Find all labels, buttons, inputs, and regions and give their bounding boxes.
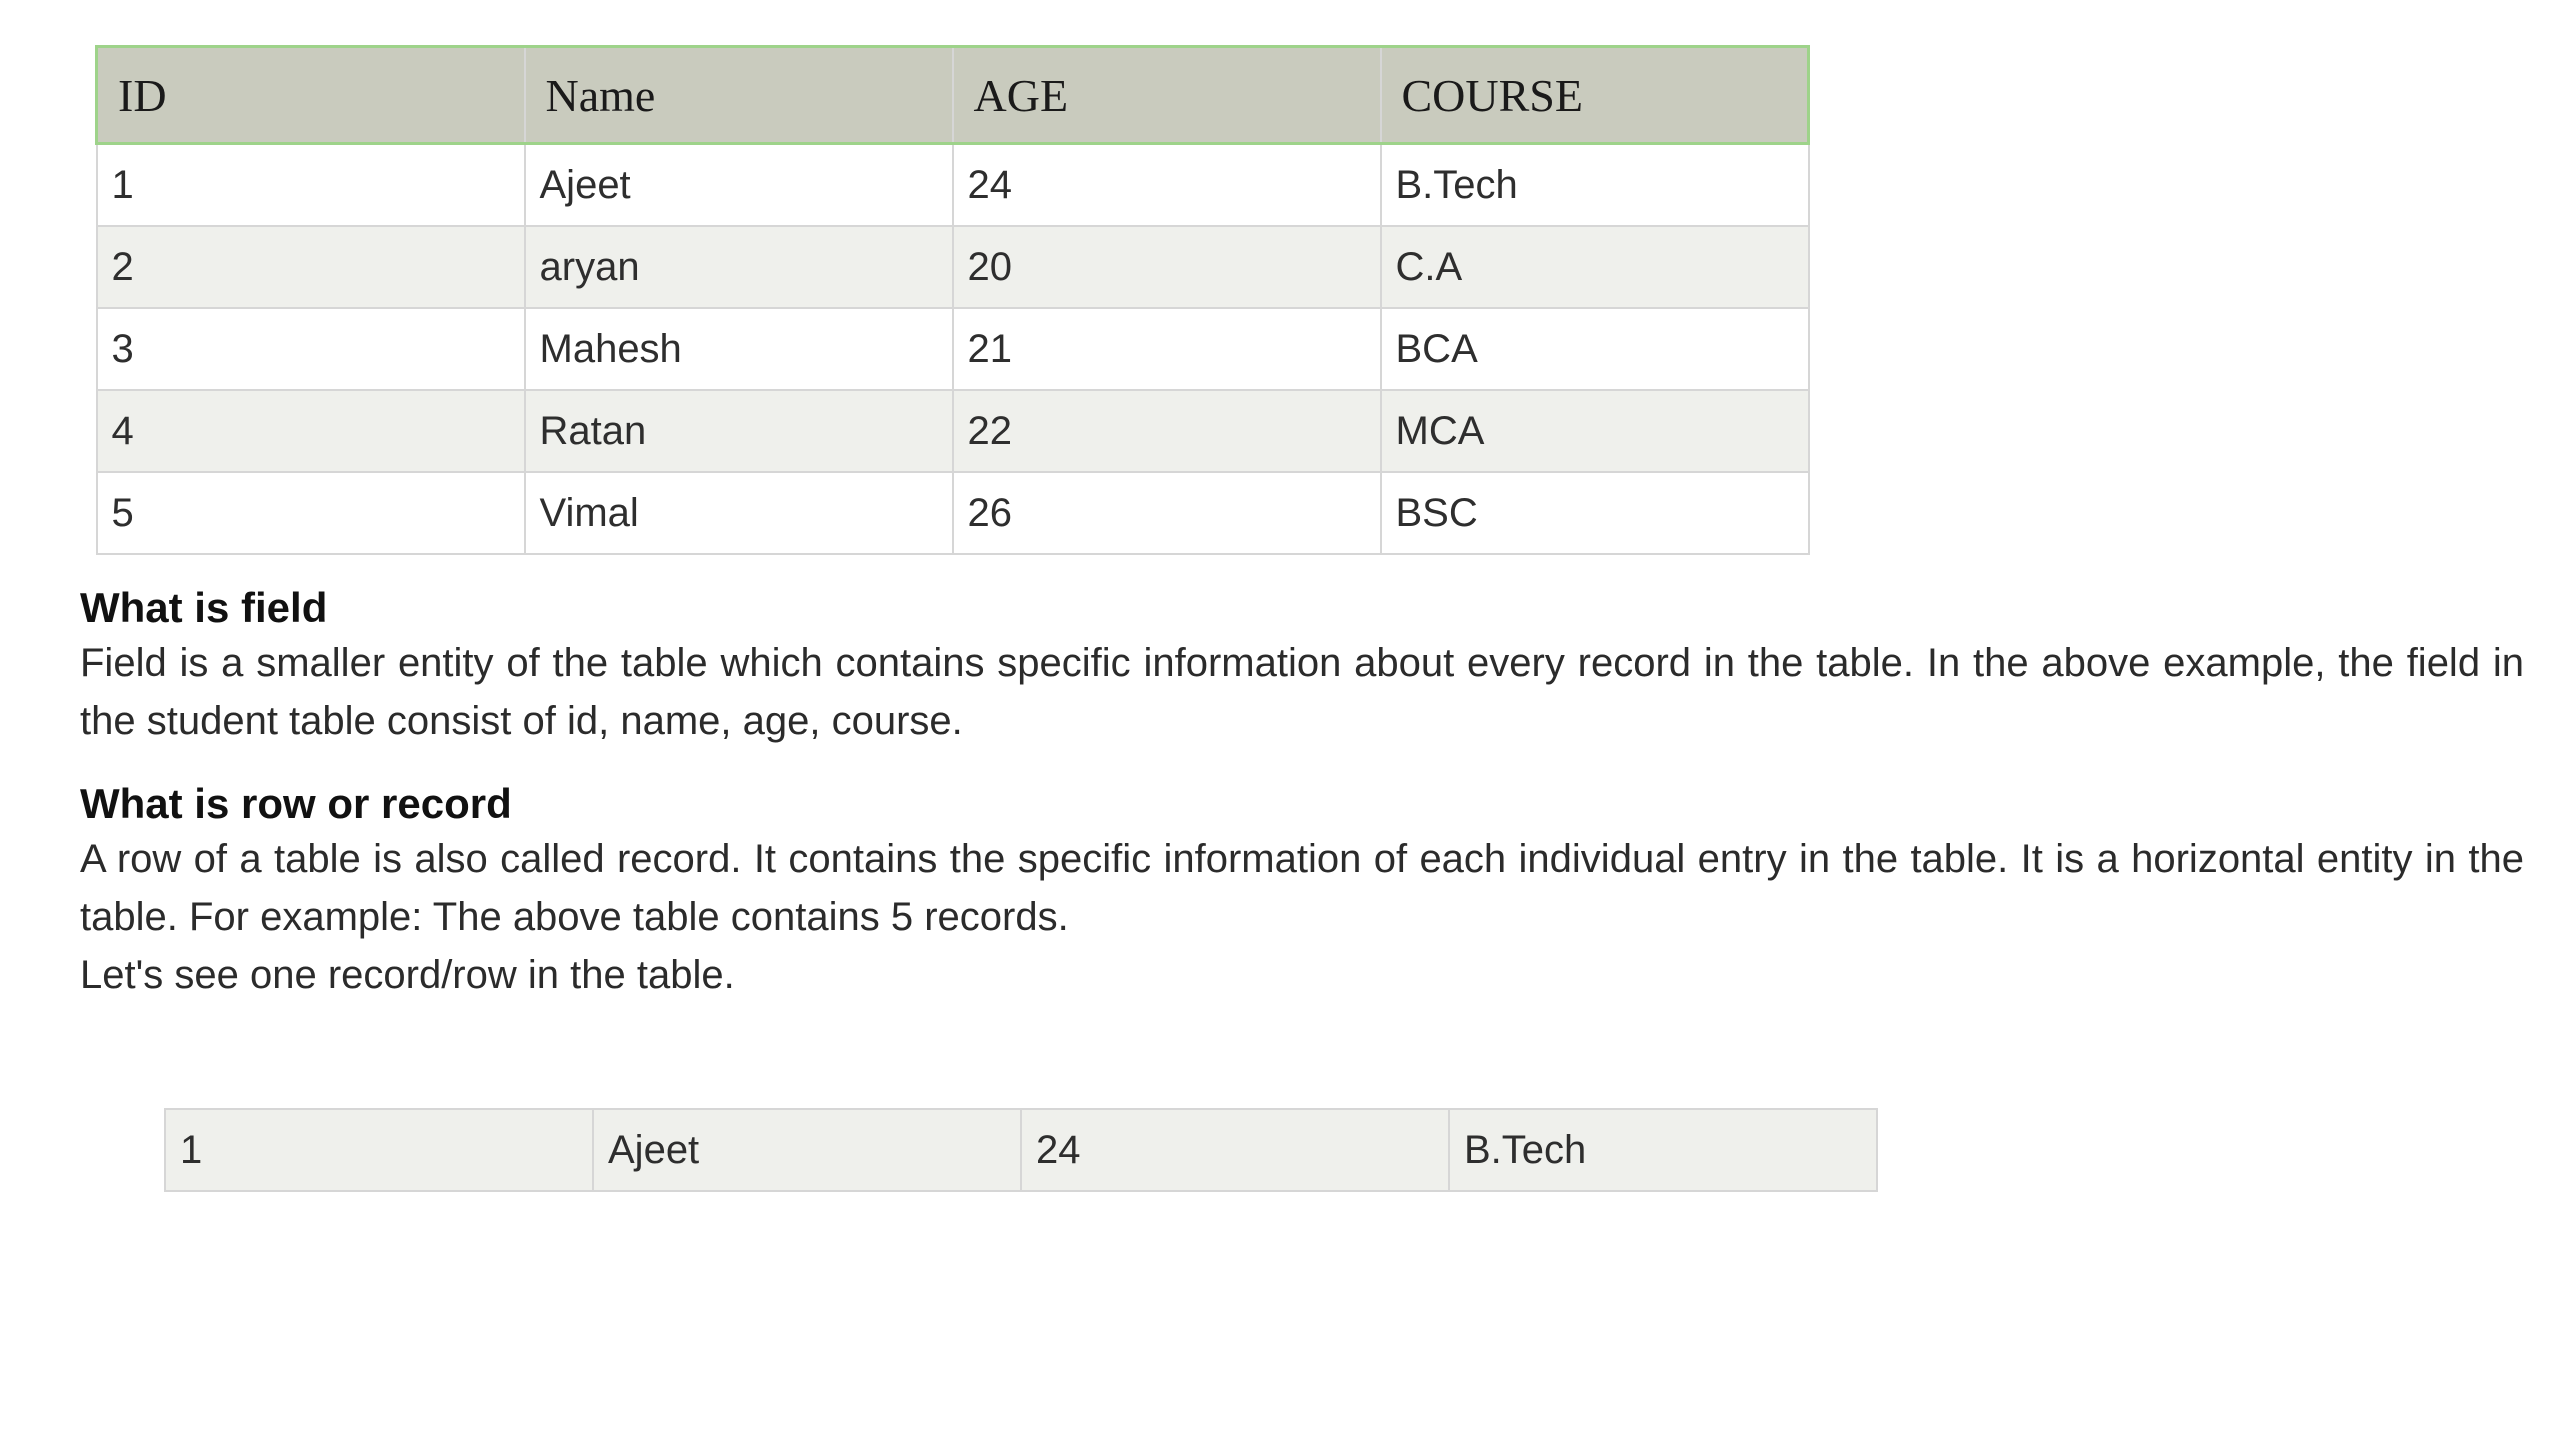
field-section [80,582,2524,750]
cell-course: B.Tech [1381,144,1809,227]
cell-name: Ajeet [593,1109,1021,1191]
table-row [97,144,1809,227]
cell-age: 22 [953,390,1381,472]
header-name: Name [525,47,953,144]
cell-name: Vimal [525,472,953,554]
field-heading: What is field [80,584,328,631]
cell-age: 24 [953,144,1381,227]
record-example-line: Let's see one record/row in the table. [80,953,735,997]
student-table-body [97,144,1809,555]
table-row [97,226,1809,308]
table-row [97,308,1809,390]
cell-id: 4 [97,390,525,472]
cell-id: 2 [97,226,525,308]
record-heading: What is row or record [80,780,512,827]
header-age: AGE [953,47,1381,144]
header-course: COURSE [1381,47,1809,144]
single-record-table-body [165,1109,1877,1191]
cell-course: BSC [1381,472,1809,554]
cell-course: B.Tech [1449,1109,1877,1191]
cell-id: 1 [97,144,525,227]
cell-name: Ajeet [525,144,953,227]
cell-id: 1 [165,1109,593,1191]
record-section [80,778,2524,1004]
cell-age: 21 [953,308,1381,390]
table-row [165,1109,1877,1191]
cell-name: Ratan [525,390,953,472]
table-row [97,472,1809,554]
cell-age: 26 [953,472,1381,554]
cell-course: BCA [1381,308,1809,390]
cell-name: aryan [525,226,953,308]
cell-course: MCA [1381,390,1809,472]
student-table [95,45,1810,555]
field-paragraph: Field is a smaller entity of the table which contains specific information about every record in the table. In the above example, the field in the student table consist of id, name, age, course. [80,641,2524,743]
single-record-table [164,1108,1878,1192]
cell-age: 24 [1021,1109,1449,1191]
record-paragraph: A row of a table is also called record. It contains the specific information of each individual entry in the table. It is a horizontal entity in the table. For example: The above table contains 5 records. [80,837,2524,939]
cell-course: C.A [1381,226,1809,308]
header-row [97,47,1809,144]
header-id: ID [97,47,525,144]
cell-age: 20 [953,226,1381,308]
cell-id: 3 [97,308,525,390]
table-row [97,390,1809,472]
cell-id: 5 [97,472,525,554]
student-table-header [97,47,1809,144]
cell-name: Mahesh [525,308,953,390]
